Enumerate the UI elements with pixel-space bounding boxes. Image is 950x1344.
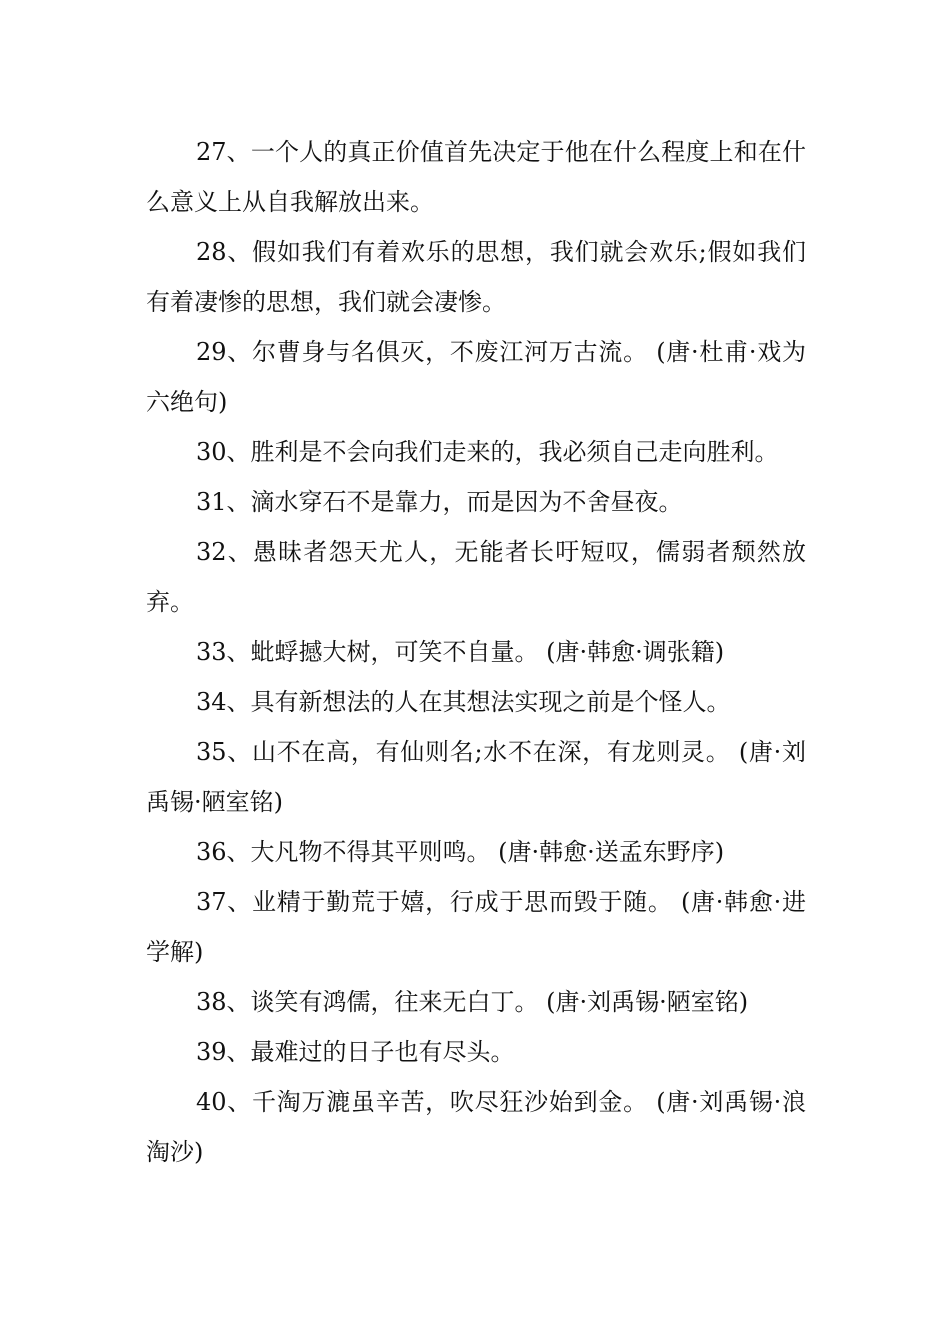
quote-paragraph-33: 33、蚍蜉撼大树，可笑不自量。 (唐·韩愈·调张籍) — [196, 638, 725, 666]
quote-paragraph-40: 40、千淘万漉虽辛苦，吹尽狂沙始到金。 (唐·刘禹锡·浪淘沙) — [146, 1088, 806, 1166]
quote-paragraph-37: 37、业精于勤荒于嬉，行成于思而毁于随。 (唐·韩愈·进学解) — [146, 888, 806, 966]
quote-paragraph-38: 38、谈笑有鸿儒，往来无白丁。 (唐·刘禹锡·陋室铭) — [196, 988, 749, 1016]
quote-paragraph-30: 30、胜利是不会向我们走来的，我必须自己走向胜利。 — [196, 438, 779, 466]
document-body — [146, 127, 806, 1177]
quote-paragraph-27: 27、一个人的真正价值首先决定于他在什么程度上和在什么意义上从自我解放出来。 — [146, 138, 806, 216]
quote-paragraph-34: 34、具有新想法的人在其想法实现之前是个怪人。 — [196, 688, 731, 716]
quote-paragraph-31: 31、滴水穿石不是靠力，而是因为不舍昼夜。 — [196, 488, 683, 516]
quote-paragraph-35: 35、山不在高，有仙则名;水不在深，有龙则灵。 (唐·刘禹锡·陋室铭) — [146, 738, 806, 816]
quote-paragraph-39: 39、最难过的日子也有尽头。 — [196, 1038, 515, 1066]
quote-paragraph-28: 28、假如我们有着欢乐的思想，我们就会欢乐;假如我们有着凄惨的思想，我们就会凄惨。 — [146, 238, 806, 316]
quote-paragraph-36: 36、大凡物不得其平则鸣。 (唐·韩愈·送孟东野序) — [196, 838, 725, 866]
quote-paragraph-32: 32、愚昧者怨天尤人，无能者长吁短叹，儒弱者颓然放弃。 — [146, 538, 806, 616]
quote-paragraph-29: 29、尔曹身与名俱灭，不废江河万古流。 (唐·杜甫·戏为六绝句) — [146, 338, 806, 416]
